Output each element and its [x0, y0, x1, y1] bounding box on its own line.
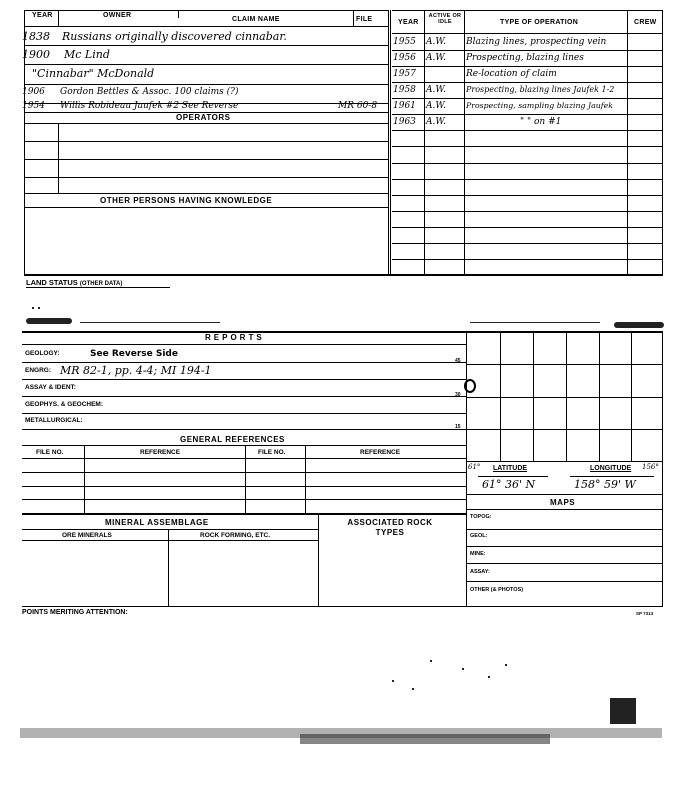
- activity-row-6-type: " " on #1: [520, 117, 562, 127]
- ref-file-no-2-header: FILE NO.: [258, 449, 286, 456]
- activity-row-5-year: 1961: [393, 101, 416, 111]
- geology-value: See Reverse Side: [90, 349, 178, 359]
- activity-row-1-year: 1955: [393, 37, 416, 47]
- ore-minerals-header: ORE MINERALS: [62, 532, 112, 539]
- activity-row-2-year: 1956: [393, 53, 416, 63]
- rock-forming-header: ROCK FORMING, ETC.: [200, 532, 271, 539]
- owner-row-1-year: 1838: [22, 30, 50, 43]
- maps-mine-label: MINE:: [470, 551, 486, 557]
- activity-row-4-year: 1958: [393, 85, 416, 95]
- reports-title: REPORTS: [205, 333, 265, 342]
- activity-row-4-type: Prospecting, blazing lines Jaufek 1-2: [466, 85, 615, 94]
- margin-30: 30: [455, 392, 461, 398]
- active-idle-header: ACTIVE OR IDLE: [428, 13, 462, 25]
- points-meriting-attention-label: POINTS MERITING ATTENTION:: [22, 609, 128, 616]
- owner-row-5-text: Willis Robideau Jaufek #2 See Reverse: [60, 101, 239, 111]
- metallurgical-label: METALLURGICAL:: [25, 417, 83, 424]
- mineral-assemblage-title: MINERAL ASSEMBLAGE: [105, 518, 209, 527]
- owner-row-3-text: "Cinnabar" McDonald: [32, 67, 155, 80]
- owner-row-2-text: Mc Lind: [64, 48, 110, 61]
- maps-assay-label: ASSAY:: [470, 569, 490, 575]
- associated-rock-types-header: ASSOCIATED ROCK TYPES: [347, 518, 433, 537]
- owner-row-4-text: Gordon Bettles & Assoc. 100 claims (?): [60, 87, 239, 97]
- latitude-prefix: 61°: [468, 463, 481, 471]
- maps-other-label: OTHER (& PHOTOS): [470, 587, 524, 593]
- activity-row-1-type: Blazing lines, prospecting vein: [466, 37, 607, 47]
- other-persons-label: OTHER PERSONS HAVING KNOWLEDGE: [100, 196, 273, 205]
- owner-year-header: YEAR: [32, 12, 53, 19]
- activity-row-1-active: A.W.: [426, 37, 446, 47]
- engrg-value: MR 82-1, pp. 4-4; MI 194-1: [60, 364, 212, 377]
- owner-row-4-year: 1906: [22, 87, 45, 97]
- activity-row-6-active: A.W.: [426, 117, 446, 127]
- margin-45: 45: [455, 358, 461, 364]
- longitude-label: LONGITUDE: [590, 465, 632, 472]
- ref-reference-2-header: REFERENCE: [360, 449, 401, 456]
- assay-label: ASSAY & IDENT:: [25, 384, 76, 391]
- maps-title: MAPS: [550, 498, 576, 507]
- maps-topog-label: TOPOG:: [470, 514, 492, 520]
- activity-year-header: YEAR: [398, 19, 419, 26]
- activity-row-3-type: Re-location of claim: [466, 69, 557, 79]
- form-number: SP 7313: [636, 611, 654, 616]
- owner-row-2-year: 1900: [22, 48, 50, 61]
- longitude-value: 158° 59' W: [574, 478, 636, 491]
- general-references-title: GENERAL REFERENCES: [180, 435, 285, 444]
- claim-name-header: CLAIM NAME: [232, 16, 280, 23]
- ref-file-no-1-header: FILE NO.: [36, 449, 64, 456]
- type-of-operation-header: TYPE OF OPERATION: [500, 19, 579, 26]
- activity-row-5-active: A.W.: [426, 101, 446, 111]
- activity-row-2-active: A.W.: [426, 53, 446, 63]
- engrg-label: ENGRG:: [25, 367, 51, 374]
- land-status-text: LAND STATUS: [26, 278, 78, 287]
- geophys-label: GEOPHYS. & GEOCHEM:: [25, 401, 104, 408]
- maps-geol-label: GEOL:: [470, 533, 488, 539]
- crew-header: CREW: [634, 19, 657, 26]
- activity-row-4-active: A.W.: [426, 85, 446, 95]
- ref-reference-1-header: REFERENCE: [140, 449, 181, 456]
- activity-row-6-year: 1963: [393, 117, 416, 127]
- punch-hole-icon: [464, 379, 476, 393]
- owner-header: OWNER: [103, 12, 132, 19]
- activity-row-2-type: Prospecting, blazing lines: [466, 53, 584, 63]
- geology-label: GEOLOGY:: [25, 350, 60, 357]
- land-status-sub: (OTHER DATA): [79, 281, 123, 287]
- owner-row-5-file: MR 60-8: [338, 101, 378, 111]
- owner-row-1-text: Russians originally discovered cinnabar.: [62, 30, 287, 43]
- activity-row-3-year: 1957: [393, 69, 416, 79]
- file-header: FILE: [356, 16, 373, 23]
- operators-label: OPERATORS: [176, 113, 231, 122]
- land-status-label: [26, 278, 122, 287]
- latitude-label: LATITUDE: [493, 465, 528, 472]
- margin-15: 15: [455, 424, 461, 430]
- longitude-prefix: 156°: [642, 463, 659, 471]
- owner-row-5-year: 1954: [22, 101, 45, 111]
- activity-row-5-type: Prospecting, sampling blazing Jaufek: [466, 101, 613, 110]
- latitude-value: 61° 36' N: [482, 478, 536, 491]
